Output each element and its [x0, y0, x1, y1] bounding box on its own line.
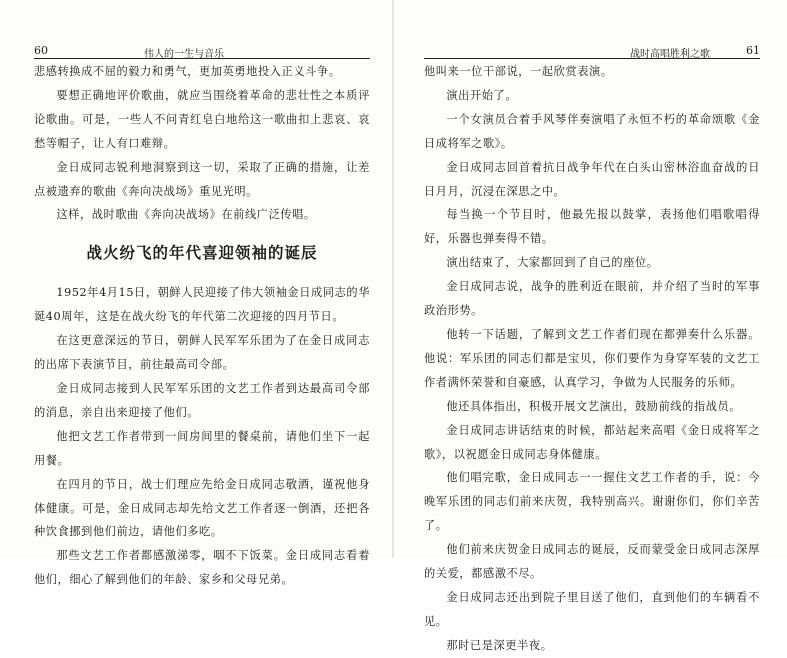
paragraph: 他转一下话题，了解到文艺工作者们现在都弹奏什么乐器。他说：军乐团的同志们都是宝贝，你们要作为身穿军装的文艺工作者满怀荣誉和自豪感，认真学习，争做为人民服务的乐师。 — [424, 327, 760, 389]
left-page-header — [34, 44, 370, 59]
paragraph: 他还具体指出，积极开展文艺演出，鼓励前线的指战员。 — [446, 399, 742, 413]
left-running-header: 伟人的一生与音乐 — [144, 49, 224, 60]
paragraph: 金日成同志回首着抗日战争年代在白头山密林浴血奋战的日日月月，沉浸在深思之中。 — [424, 160, 760, 198]
right-paragraphs — [424, 60, 760, 658]
paragraph: 演出结束了，大家都回到了自己的座位。 — [446, 256, 659, 270]
left-paragraphs-after — [34, 281, 370, 592]
left-page — [0, 0, 392, 587]
paragraph: 每当换一个节目时，他最先报以鼓掌，表扬他们唱歌唱得好，乐器也弹奏得不错。 — [424, 208, 760, 246]
paragraph: 金日成同志还出到院子里目送了他们，直到他们的车辆看不见。 — [424, 590, 760, 628]
paragraph: 金日成同志讲话结束的时候，都站起来高唱《金日成将军之歌》，以祝愿金日成同志身体健康。 — [424, 423, 760, 461]
paragraph: 金日成同志接到人民军军乐团的文艺工作者到达最高司令部的消息，亲自出来迎接了他们。 — [34, 381, 370, 419]
paragraph: 金日成同志说，战争的胜利近在眼前，并介绍了当时的军事政治形势。 — [424, 280, 760, 318]
paragraph: 金日成同志锐利地洞察到这一切，采取了正确的措施，让差点被遗弃的歌曲《奔向决战场》重见光明。 — [34, 160, 370, 198]
left-page-body — [34, 60, 370, 592]
right-page-number: 61 — [746, 44, 760, 57]
paragraph: 那些文艺工作者都感激涕零，咽不下饭菜。金日成同志看着他们，细心了解到他们的年龄、家乡和父母兄弟。 — [34, 549, 370, 587]
paragraph: 演出开始了。 — [446, 88, 518, 102]
paragraph: 他们前来庆贺金日成同志的诞辰，反而蒙受金日成同志深厚的关爱，都感激不尽。 — [424, 543, 760, 581]
paragraph: 他把文艺工作者带到一间房间里的餐桌前，请他们坐下一起用餐。 — [34, 429, 370, 467]
section-title: 战火纷飞的年代喜迎领袖的诞辰 — [86, 244, 318, 263]
right-running-header: 战时高唱胜利之歌 — [630, 49, 710, 60]
paragraph: 一个女演员合着手风琴伴奏演唱了永恒不朽的革命颂歌《金日成将军之歌》。 — [424, 112, 760, 150]
left-paragraphs-before — [34, 60, 370, 227]
paragraph: 在四月的节日，战士们理应先给金日成同志敬酒，谨祝他身体健康。可是，金日成同志却先给文艺工作者逐一倒酒，还把各种饮食挪到他们前边，请他们多吃。 — [34, 477, 370, 539]
paragraph: 悲感转换成不屈的毅力和勇气，更加英勇地投入正义斗争。 — [34, 65, 341, 78]
right-page-body — [424, 60, 760, 658]
paragraph: 他们唱完歌，金日成同志一一握住文艺工作者的手，说：今晚军乐团的同志们前来庆贺，我特别高兴。谢谢你们，你们辛苦了。 — [424, 471, 760, 533]
right-page — [394, 0, 787, 652]
paragraph: 他叫来一位干部说，一起欣赏表演。 — [424, 65, 613, 78]
paragraph: 要想正确地评价歌曲，就应当围绕着革命的悲壮性之本质评论歌曲。可是，一些人不问青红皂白地给这一歌曲扣上悲哀、哀愁等帽子，让人有口难辩。 — [34, 88, 370, 150]
paragraph: 在这更意深远的节日，朝鲜人民军军乐团为了在金日成同志的出席下表演节目，前往最高司令部。 — [34, 334, 370, 372]
paragraph: 那时已是深更半夜。 — [446, 638, 553, 652]
right-page-header — [424, 44, 760, 59]
paragraph: 1952年4月15日，朝鲜人民迎接了伟大领袖金日成同志的华诞40周年，这是在战火纷飞的年代第二次迎接的四月节日。 — [34, 286, 370, 324]
paragraph: 这样，战时歌曲《奔向决战场》在前线广泛传唱。 — [56, 208, 316, 222]
left-page-number: 60 — [34, 44, 48, 57]
